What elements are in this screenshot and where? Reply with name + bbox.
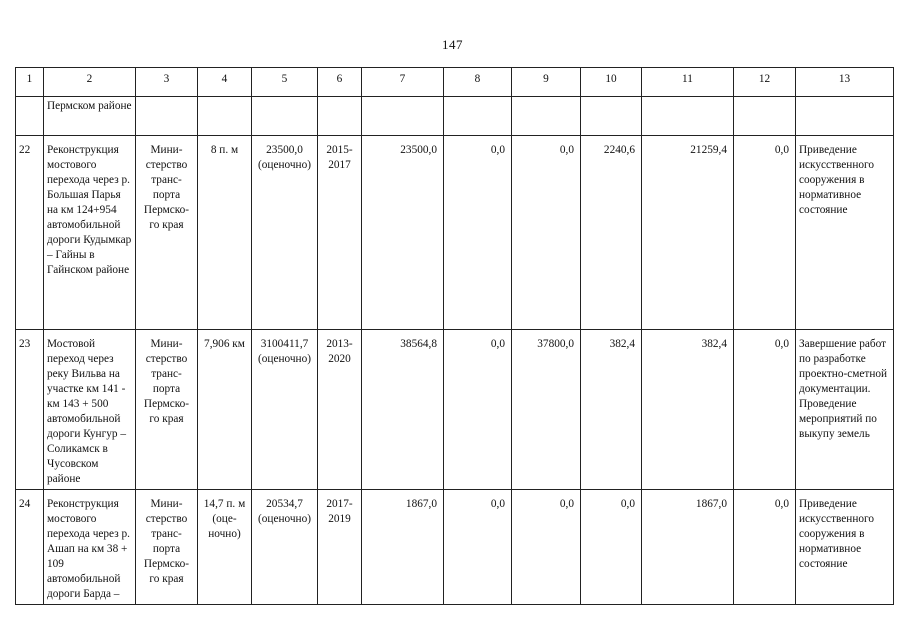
total-value: 1867,0: [362, 490, 444, 605]
value-col9: 0,0: [512, 490, 581, 605]
value-col10: 2240,6: [581, 136, 642, 330]
column-header: 2: [44, 68, 136, 97]
total-value: 23500,0: [362, 136, 444, 330]
column-header: 4: [198, 68, 252, 97]
row-number: 23: [16, 330, 44, 490]
period: 2013-2020: [318, 330, 362, 490]
value-col10: 0,0: [581, 490, 642, 605]
estimated-cost: 20534,7 (оценочно): [252, 490, 318, 605]
responsible-org: Мини-стерство транс-порта Пермско-го края: [136, 136, 198, 330]
column-header: 11: [642, 68, 734, 97]
value-col11: 382,4: [642, 330, 734, 490]
period: 2017-2019: [318, 490, 362, 605]
project-name: Реконструкция мостового перехода через р. Ашап на км 38 + 109 автомобильной дороги Барда –: [44, 490, 136, 605]
project-name: Пермском районе: [44, 97, 136, 136]
value-col10: 382,4: [581, 330, 642, 490]
column-header: 5: [252, 68, 318, 97]
responsible-org: Мини-стерство транс-порта Пермско-го края: [136, 330, 198, 490]
column-number-row: [16, 68, 894, 97]
column-header: 9: [512, 68, 581, 97]
estimated-cost: 3100411,7 (оценочно): [252, 330, 318, 490]
value-col12: 0,0: [734, 330, 796, 490]
value-col8: 0,0: [444, 136, 512, 330]
column-header: 1: [16, 68, 44, 97]
value-col9: 0,0: [512, 136, 581, 330]
responsible-org: Мини-стерство транс-порта Пермско-го края: [136, 490, 198, 605]
expected-result: Завершение работ по разработке проектно-сметной документации. Проведение мероприятий по выкупу земель: [796, 330, 894, 490]
value-col8: 0,0: [444, 330, 512, 490]
capacity: 14,7 п. м (оце-ночно): [198, 490, 252, 605]
capacity: 7,906 км: [198, 330, 252, 490]
column-header: 6: [318, 68, 362, 97]
value-col12: 0,0: [734, 136, 796, 330]
project-name: Мостовой переход через реку Вильва на участке км 141 - км 143 + 500 автомобильной дороги Кунгур – Соликамск в Чусовском районе: [44, 330, 136, 490]
column-header: 12: [734, 68, 796, 97]
value-col9: 37800,0: [512, 330, 581, 490]
period: 2015-2017: [318, 136, 362, 330]
page-number: 147: [442, 37, 463, 52]
column-header: 10: [581, 68, 642, 97]
project-name: Реконструкция мостового перехода через р. Большая Парья на км 124+954 автомобильной дороги Кудымкар – Гайны в Гайнском районе: [44, 136, 136, 330]
total-value: 38564,8: [362, 330, 444, 490]
row-number: 22: [16, 136, 44, 330]
expected-result: Приведение искусственного сооружения в нормативное состояние: [796, 136, 894, 330]
column-header: 7: [362, 68, 444, 97]
capacity: 8 п. м: [198, 136, 252, 330]
table-row: [16, 136, 894, 330]
column-header: 8: [444, 68, 512, 97]
table-row: [16, 490, 894, 605]
value-col11: 1867,0: [642, 490, 734, 605]
table-row: [16, 330, 894, 490]
estimated-cost: 23500,0 (оценочно): [252, 136, 318, 330]
table-row: [16, 97, 894, 136]
row-number: 24: [16, 490, 44, 605]
value-col11: 21259,4: [642, 136, 734, 330]
column-header: 3: [136, 68, 198, 97]
projects-table: [15, 67, 894, 605]
column-header: 13: [796, 68, 894, 97]
value-col8: 0,0: [444, 490, 512, 605]
value-col12: 0,0: [734, 490, 796, 605]
expected-result: Приведение искусственного сооружения в нормативное состояние: [796, 490, 894, 605]
